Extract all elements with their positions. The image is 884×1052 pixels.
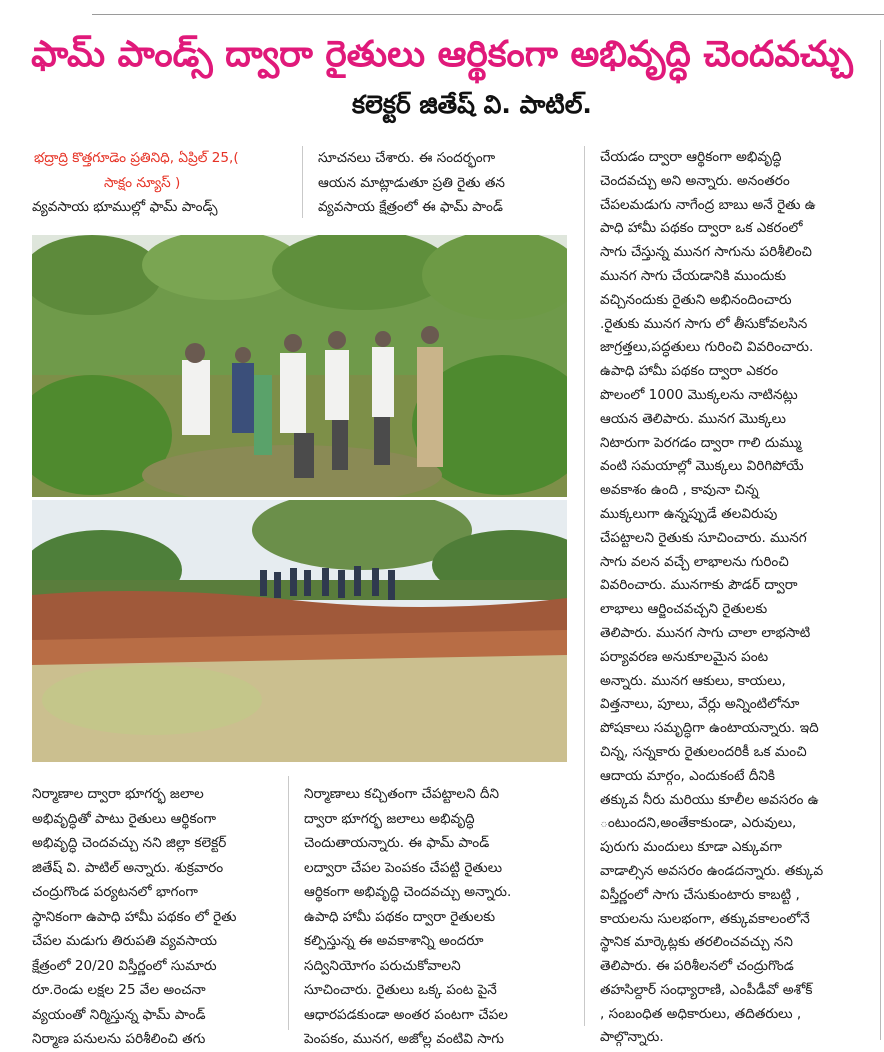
text-line: .రైతుకు మునగ సాగు లో తీసుకోవలసిన [600,315,808,332]
text-line: నిర్మాణ పనులను పరిశీలించి తగు [32,1031,206,1047]
text-line: నిటారుగా పెరగడం ద్వారా గాలి దుమ్ము [600,434,802,451]
column-2-top [318,146,574,220]
text-line: వ్యయంతో నిర్మిస్తున్న ఫామ్ పాండ్ [32,1006,206,1023]
text-line: క్షేత్రంలో 20/20 విస్తీర్ణంలో సుమారు [32,957,217,974]
column-separator [288,776,289,1030]
text-line: సాగు వలన వచ్చే లాభాలను గురించి [600,553,789,570]
column-separator [584,146,585,1026]
text-line: చేపల మడుగు తిరుపతి వ్యవసాయ [32,933,217,949]
text-line: వంటి సమయాల్లో మొక్కలు విరిగిపోయే [600,458,804,475]
text-line: సూచించారు. రైతులు ఒక్క పంట పైనే [304,982,497,998]
dateline-line: సాక్షం న్యూస్ ) [104,174,181,191]
text-line: లాభాలు ఆర్జించవచ్చని రైతులకు [600,601,768,618]
text-line: అభివృద్ధితో పాటు రైతులు ఆర్థికంగా [32,810,216,827]
right-rule [880,40,881,1040]
text-line: రూ.రెండు లక్షల 25 వేల అంచనా [32,982,206,998]
text-line: జాగ్రత్తలు,పద్ధతులు గురించి వివరించారు. [600,339,814,356]
text-line: వ్యవసాయ భూముల్లో ఫామ్ పాండ్స్ [32,199,218,215]
text-line: తెలిపారు. మునగ సాగు చాలా లాభసాటి [600,624,811,641]
column-2-bottom [304,782,576,1052]
column-separator [302,146,303,218]
text-line: చేపట్టాలని రైతుకు సూచించారు. మునగ [600,529,807,546]
text-line: సద్వినియోగం పరుచుకోవాలని [304,957,461,974]
text-line: పాధి హామీ పథకం ద్వారా ఒక ఎకరంలో [600,220,803,237]
text-line: విస్తీర్ణంలో సాగు చేసుకుంటారు కాబట్టి , [600,886,800,903]
text-line: కాయలను సులభంగా, తక్కువకాలంలోనే [600,910,810,927]
text-line: నిర్మాణాల ద్వారా భూగర్భ జలాల [32,786,204,802]
text-line: పెంపకం, మునగ, అజోల్ల వంటివి సాగు [304,1031,504,1047]
text-line: వ్యవసాయ క్షేత్రంలో ఈ ఫామ్ పాండ్ [318,199,503,215]
text-line: అవకాశం ఉంది , కావునా చిన్న [600,482,759,499]
inspection-photo [32,235,567,497]
text-line: ఆదాయ మార్గం, ఎందుకంటే దీనికి [600,767,776,784]
text-line: ముక్కలుగా ఉన్నప్పుడే తలవిరుపు [600,505,778,522]
text-line: జితేష్ వి. పాటిల్ అన్నారు. శుక్రవారం [32,859,224,876]
text-line: ఆయన మాట్లాడుతూ ప్రతి రైతు తన [318,174,505,191]
text-line: సూచనలు చేశారు. ఈ సందర్భంగా [318,150,496,166]
text-line: లద్వారా చేపల పెంపకం చేపట్టి రైతులు [304,859,503,876]
text-line: చెందవచ్చు అని అన్నారు. అనంతరం [600,172,790,189]
text-line: మునగ సాగు చేయడానికి ముందుకు [600,267,787,284]
text-line: వచ్చినందుకు రైతుని అభినందించారు [600,291,792,308]
text-line: తెలిపారు. ఈ పరిశీలనలో చంద్రుగొండ [600,958,794,975]
text-line: సాగు చేస్తున్న మునగ సాగును పరిశీలించి [600,244,812,261]
text-line: పొలంలో 1000 మొక్కలను నాటినట్లు [600,386,798,403]
text-line: చేయడం ద్వారా ఆర్థికంగా అభివృద్ధి [600,149,782,165]
text-line: విత్తనాలు, పూలు, వేర్లు అన్నింటిలోనూ [600,696,800,713]
text-line: పురుగు మందులు కూడా ఎక్కువగా [600,839,782,856]
text-line: కల్పిస్తున్న ఈ అవకాశాన్ని అందరూ [304,933,484,949]
text-line: స్థానిక మార్కెట్లకు తరలించవచ్చు నని [600,934,793,951]
text-line: నిర్మాణాలు కచ్చితంగా చేపట్టాలని దీని [304,786,499,802]
dateline-line: భద్రాద్రి కొత్తగూడెం ప్రతినిధి, ఏప్రిల్ 25,( [34,150,239,166]
text-line: తక్కువ నీరు మరియు కూలీల అవసరం ఉ [600,791,819,808]
text-line: చిన్న, సన్నకారు రైతులందరికీ ఒక మంచి [600,743,807,760]
text-line: ఆధారపడకుండా అంతర పంటగా చేపల [304,1006,508,1023]
text-line: చెందుతాయన్నారు. ఈ ఫామ్ పాండ్ [304,835,490,851]
column-1-top [32,146,294,220]
column-3 [600,146,870,1050]
text-line: ఆయన తెలిపారు. మునగ మొక్కలు [600,410,786,427]
text-line: పోషకాలు సమృద్ధిగా ఉంటాయన్నారు. ఇది [600,720,819,737]
text-line: పర్యావరణ అనుకూలమైన పంట [600,648,769,665]
text-line: ంటుందని,అంతేకాకుండా, ఎరువులు, [600,815,797,832]
text-line: వివరించారు. మునగాకు పౌడర్ ద్వారా [600,577,798,594]
text-line: ఆర్థికంగా అభివృద్ధి చెందవచ్చు అన్నారు. [304,884,512,900]
text-line: , సంబంధిత అధికారులు, తదితరులు , [600,1005,802,1022]
top-rule [92,14,884,15]
text-line: చేపలమడుగు నాగేంద్ర బాబు అనే రైతు ఉ [600,196,816,213]
text-line: స్థానికంగా ఉపాధి హామీ పథకం లో రైతు [32,908,237,925]
text-line: అభివృద్ధి చెందవచ్చు నని జిల్లా కలెక్టర్ [32,835,227,851]
text-line: తహసిల్దార్ సంధ్యారాణి, ఎంపీడీవో అశోక్ [600,981,813,998]
subheadline: కలెక్టర్ జితేష్ వి. పాటిల్. [352,90,592,119]
text-line: ఉపాధి హామీ పథకం ద్వారా ఎకరం [600,363,778,380]
headline: ఫామ్ పాండ్స్ ద్వారా రైతులు ఆర్థికంగా అభివృద్ధి చెందవచ్చు [31,34,853,75]
text-line: అన్నారు. మునగ ఆకులు, కాయలు, [600,672,786,689]
text-line: పాల్గొన్నారు. [600,1029,664,1046]
text-line: వాడాల్సిన అవసరం ఉండదన్నారు. తక్కువ [600,862,824,879]
text-line: ద్వారా భూగర్భ జలాలు అభివృద్ధి [304,810,475,827]
text-line: ఉపాధి హామీ పథకం ద్వారా రైతులకు [304,908,496,925]
column-1-bottom [32,782,282,1052]
farm-pond-photo [32,500,567,762]
text-line: చంద్రుగొండ పర్యటనలో భాగంగా [32,884,198,900]
